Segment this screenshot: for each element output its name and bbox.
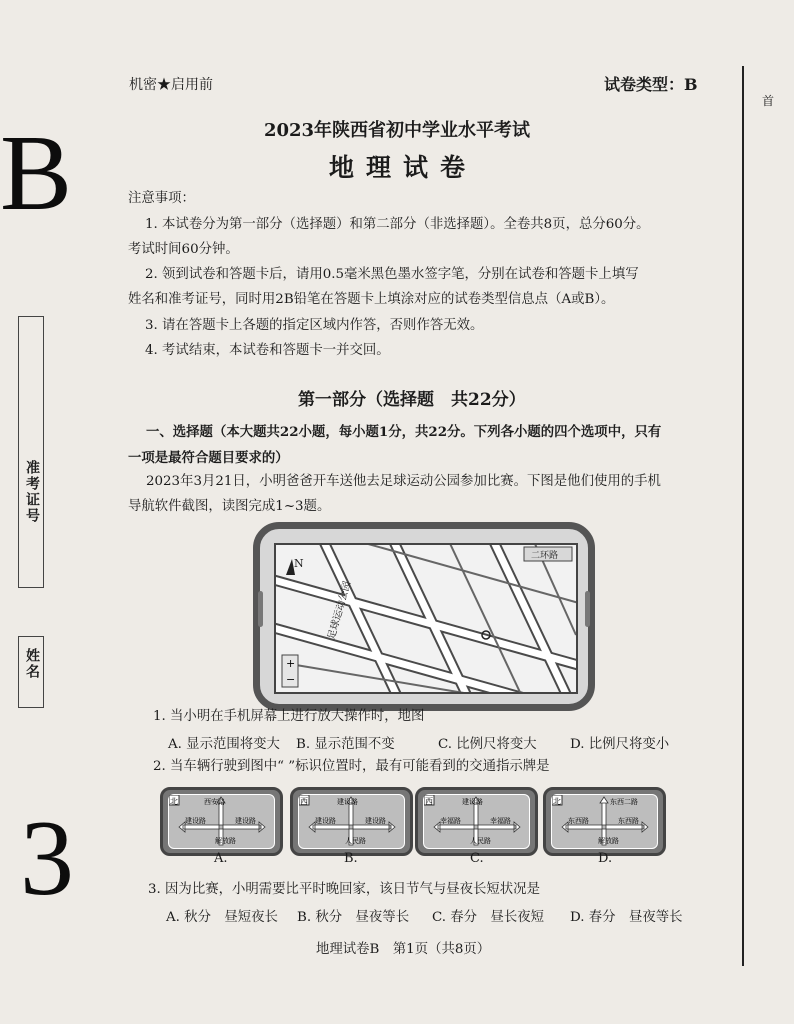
notes-heading: 注意事项： [128,191,195,206]
svg-text:东西路: 东西路 [568,817,589,825]
note-line: 考试时间60分钟。 [128,242,239,257]
paper-type-letter-b: B [0,114,73,233]
svg-text:建设路: 建设路 [462,798,483,806]
street-map [276,545,576,692]
svg-text:人民路: 人民路 [345,837,366,845]
exam-title: 2023年陕西省初中学业水平考试 [263,120,531,141]
note-line: 姓名和准考证号，同时用2B铅笔在答题卡上填涂对应的试卷类型信息点（A或B）。 [128,292,615,307]
sign-label-c: C. [470,851,484,866]
phone-side-button [585,591,590,627]
svg-text:幸福路: 幸福路 [490,817,511,825]
phone-side-button [258,591,263,627]
map-corner-label: 二环路 [531,551,559,561]
zoom-in-icon: + [286,657,296,670]
note-line: 1. 本试卷分为第一部分（选择题）和第二部分（非选择题）。全卷共8页，总分60分。 [145,217,650,232]
question-2-stem: 2. 当车辆行驶到图中“ ”标识位置时，最有可能看到的交通指示牌是 [153,759,550,774]
q1-option-a[interactable]: A. 显示范围将变大 [168,737,280,752]
exam-id-label: 准考证号 [24,460,40,524]
svg-text:解放路: 解放路 [215,837,236,845]
q3-option-a[interactable]: A. 秋分 昼短夜长 [166,910,278,925]
sign-option-c[interactable] [415,787,538,856]
page-footer: 地理试卷B 第1页（共8页） [316,942,491,957]
sign-label-a: A. [214,851,228,866]
sign-label-b: B. [344,851,358,866]
svg-text:建设路: 建设路 [185,817,206,825]
zoom-out-icon: − [286,673,296,686]
svg-text:解放路: 解放路 [598,837,619,845]
sign-a-arrows [169,795,274,848]
svg-text:建设路: 建设路 [365,817,386,825]
sign-option-b[interactable] [290,787,413,856]
sign-option-d[interactable] [543,787,666,856]
sign-b-arrows [299,795,404,848]
q3-option-c[interactable]: C. 春分 昼长夜短 [432,910,545,925]
svg-text:人民路: 人民路 [470,837,491,845]
question-intro: 2023年3月21日，小明爸爸开车送他去足球运动公园参加比赛。下图是他们使用的手机 [146,474,661,489]
north-arrow-label: N [294,557,304,570]
svg-text:西: 西 [300,797,308,806]
note-line: 2. 领到试卷和答题卡后，请用0.5毫米黑色墨水签字笔，分别在试卷和答题卡上填写 [145,267,639,282]
confidential-label: 机密★启用前 [129,77,213,93]
q3-option-d[interactable]: D. 春分 昼夜等长 [570,910,683,925]
question-3-stem: 3. 因为比赛，小明需要比平时晚回家，该日节气与昼夜长短状况是 [148,882,540,897]
q3-option-b[interactable]: B. 秋分 昼夜等长 [297,910,410,925]
svg-text:建设路: 建设路 [337,798,358,806]
note-line: 3. 请在答题卡上各题的指定区域内作答，否则作答无效。 [145,318,484,333]
map-screen [274,543,578,694]
q1-option-b[interactable]: B. 显示范围不变 [296,737,395,752]
svg-text:西安路: 西安路 [204,798,225,806]
svg-text:建设路: 建设路 [235,817,256,825]
svg-text:幸福路: 幸福路 [440,817,461,825]
exam-id-box[interactable] [18,316,44,588]
page-divider [742,66,744,966]
sign-label-d: D. [598,851,613,866]
paper-type-label: 试卷类型：B [604,75,698,94]
sign-d-arrows [552,795,657,848]
name-label: 姓名 [24,648,40,680]
svg-text:东西路: 东西路 [618,817,639,825]
sign-option-a[interactable] [160,787,283,856]
page-mark-3: 3 [20,799,74,918]
svg-text:东西二路: 东西二路 [610,798,638,806]
svg-text:北: 北 [553,797,561,806]
svg-text:西: 西 [425,797,433,806]
phone-navigation-figure [253,522,595,711]
subject-title: 地理试卷 [328,153,477,182]
sign-direction: 北 [170,797,178,806]
next-page-edge-text: 首 [762,94,775,108]
q1-option-d[interactable]: D. 比例尺将变小 [570,737,670,752]
section-instruction: 一、选择题（本大题共22小题，每小题1分，共22分。下列各小题的四个选项中，只有 [146,424,662,440]
note-line: 4. 考试结束，本试卷和答题卡一并交回。 [145,343,390,358]
question-intro: 导航软件截图，读图完成1~3题。 [128,499,331,514]
q1-option-c[interactable]: C. 比例尺将变大 [438,737,537,752]
question-1-stem: 1. 当小明在手机屏幕上进行放大操作时，地图 [153,709,425,724]
sign-c-arrows [424,795,529,848]
park-road-label: 足球运动公园 [326,580,354,641]
section-instruction: 一项是最符合题目要求的） [128,450,289,466]
part-one-title: 第一部分（选择题 共22分） [298,390,526,410]
svg-text:建设路: 建设路 [315,817,336,825]
